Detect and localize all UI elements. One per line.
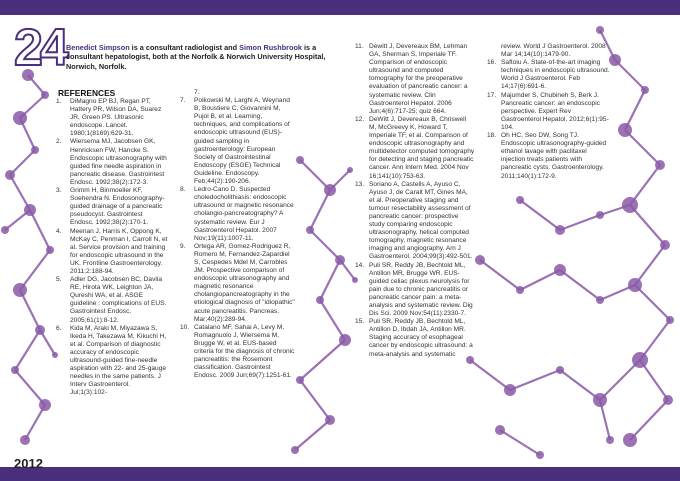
reference-number: 14. <box>355 261 365 269</box>
reference-continuation: review. World J Gastroenterol. 2008 Mar 14;14(10):1479-90. <box>501 43 606 59</box>
reference-item <box>56 276 168 325</box>
reference-text: Dewitt J, Devereaux BM, Lehman GA, Sherman S, Imperiale TF. Comparison of endoscopic ultrasound and computed tomography for the preoperative evaluation of pancreatic cancer: a systematic review. Clin Gastroenterol Hepatol. 2006 Jun;4(6):717-25; quiz 664. <box>369 43 468 115</box>
reference-text: Puli SR, Reddy JB, Bechtold ML, Antillon MR, Brugge WR. EUS-guided celiac plexus neurolysis for pain due to chronic pancreatitis or pancreatic cancer pain: a meta-analysis and systematic review. Dig Dis Sci. 2009 Nov;54(11):2330-7. <box>369 261 473 318</box>
reference-text: Polkowski M, Larghi A, Weynand B, Boustiere C, Giovannini M, Pujol B, et al. Learning, techniques, and complications of endoscopic ultrasound (EUS)-guided sampling in gastroenterology: European Society of Gastrointestinal Endoscopy (ESGE) Technical Guideline. Endoscopy. Feb;44(2):190-206. <box>194 97 290 186</box>
reference-number: 8. <box>180 186 186 194</box>
reference-number: 1. <box>56 98 62 105</box>
reference-item <box>355 43 475 116</box>
reference-item <box>180 186 295 243</box>
reference-continuation: 7. <box>194 89 200 96</box>
author-name-1: Benedict Simpson <box>66 43 130 52</box>
references-column-2 <box>180 89 295 380</box>
references-column-3 <box>355 43 475 359</box>
page-number: 24 <box>14 19 66 77</box>
reference-item <box>355 181 475 262</box>
reference-number: 18. <box>487 132 497 140</box>
reference-text: Oh HC, Seo DW, Song TJ. Endoscopic ultrasonography-guided ethanol lavage with paclitaxel injection treats patients with pancreatic cysts. Gastroenterology. 2011;140(1):172-9. <box>501 132 607 180</box>
reference-text: Kida M, Araki M, Miyazawa S, Ikeda H, Takezawa M, Kikuchi H, et al. Comparison of diagnostic accuracy of endoscopic ultrasound-guided fine-needle aspiration with 22- and 25-gauge needles in the same patients. J Interv Gastroenterol. Jul;1(3):102- <box>70 324 167 397</box>
reference-text: Wiersema MJ, Jacobsen GK, Henricksen FW, Hancke S. Endoscopic ultrasonography with guided fine needle aspiration in pancreatic disease. Gastrointest Endosc. 1992;38(2):172-3. <box>70 138 167 186</box>
reference-text: Grimm H, Binmoeller KF, Soehendra N. Endosonography-guided drainage of a pancreatic pseudocyst. Gastrointest Endosc. 1992;38(2):170-1. <box>70 187 165 227</box>
reference-number: 16. <box>487 59 497 67</box>
reference-item <box>180 324 295 381</box>
reference-number: 6. <box>56 324 62 332</box>
reference-text: Ledro-Cano D. Suspected choledocholithiasis: endoscopic ultrasound or magnetic resonance cholangio-pancreatography? A systematic review. Eur J Gastroenterol Hepatol. 2007 Nov;19(11):1007-11. <box>194 186 294 242</box>
reference-item <box>180 243 295 324</box>
reference-item <box>56 98 168 138</box>
reference-text: Majumder S, Chubineh S, Berk J. Pancreatic cancer: an endoscopic perspective. Expert Rev Gastroenterol Hepatol. 2012;6(1):95-104. <box>501 91 609 131</box>
author-name-2: Simon Rushbrook <box>239 43 302 52</box>
reference-number: 5. <box>56 276 62 284</box>
reference-text: Soriano A, Castells A, Ayuso C, Ayuso J, de Caralt MT, Gines MA, et al. Preoperative staging and tumour resectability assessment of pancreatic cancer: prospective study comparing endoscopic ultrasonography, helical computed tomography, magnetic resonance imaging and angiography. Am J Gastroenterol. 2004;99(3):492-501. <box>369 180 473 261</box>
reference-item <box>355 262 475 319</box>
reference-number: 4. <box>56 227 62 235</box>
intro-text-1: is a consultant radiologist and <box>129 43 240 52</box>
reference-number: 10. <box>180 323 190 331</box>
reference-number: 11. <box>355 43 364 50</box>
reference-text: Puli SR, Reddy JB, Bechtold ML, Antillon D, Ibdah JA, Antillon MR. Staging accuracy of esophageal cancer by endoscopic ultrasound: a meta-analysis and systematic <box>369 318 473 358</box>
reference-number: 3. <box>56 187 62 195</box>
reference-number: 7. <box>180 97 186 105</box>
intro-text-2: is a consultant hepatologist, both at the Norfolk & Norwich University Hospital, Norwich, Norfolk. <box>66 43 326 71</box>
reference-number: 2. <box>56 138 62 146</box>
reference-number: 15. <box>355 318 365 326</box>
reference-text: Saftoiu A. State-of-the-art imaging techniques in endoscopic ultrasound. World J Gastroenterol. Feb 14;17(6):691-6. <box>501 59 610 91</box>
reference-text: DeWitt J, Devereaux B, Chriswell M, McGreevy K, Howard T, Imperiale TF, et al. Comparison of endoscopic ultrasonography and multidetector computed tomography for detecting and staging pancreatic cancer. Ann Intern Med. 2004 Nov 16;141(10):753-63. <box>369 115 475 180</box>
reference-number: 9. <box>180 242 186 250</box>
author-intro <box>66 43 336 71</box>
reference-item <box>56 325 168 398</box>
references-column-1 <box>56 98 168 397</box>
reference-item <box>180 97 295 186</box>
reference-text: Meenan J, Harris K, Oppong K, McKay C, Penman I, Carroll N, et al. Service provision and training for endoscopic ultrasound in the UK. Frontline Gastroenterology. 2011;2:188-94. <box>70 227 168 275</box>
reference-number: 12. <box>355 115 365 123</box>
references-heading: REFERENCES <box>58 88 116 98</box>
reference-item <box>355 318 475 358</box>
reference-text: Ortega AR, Gomez-Rodriguez R, Romero M, Fernandez-Zapardiel S, Cespedes Mdel M, Carrobles JM. Prospective comparison of endoscopic ultrasonography and magnetic resonance cholangiopancreatography in the etiological diagnosis of "idiopathic" acute pancreatitis. Pancreas. Mar;40(2):289-94. <box>194 242 295 323</box>
reference-number: 17. <box>487 91 497 99</box>
references-column-4 <box>487 43 612 181</box>
reference-item <box>487 132 612 181</box>
reference-text: DiMagno EP BJ, Regan PT, Hattery PR, Wilson DA, Suarez JR, Green PS. Ultrasonic endoscope. Lancet. 1980;1(8169):629-31. <box>70 98 162 138</box>
reference-item <box>56 228 168 277</box>
year-label: 2012 <box>14 456 43 471</box>
reference-text: Catalano MF, Sahai A, Levy M, Romagnuolo J, Wiersema M, Brugge W, et al. EUS-based criteria for the diagnosis of chronic pancreatitis: the Rosemont classification. Gastrointest Endosc. 2009 Jun;69(7):1251-61. <box>194 323 295 380</box>
reference-item <box>56 138 168 187</box>
reference-item <box>355 116 475 181</box>
reference-item <box>487 92 612 132</box>
reference-number: 13. <box>355 180 365 188</box>
reference-text: Adler DG, Jacobsen BC, Davila RE, Hirota WK, Leighton JA, Qureshi WA, et al. ASGE guideline : complications of EUS. Gastrointest Endosc. 2005;61(1):8-12. <box>70 276 167 324</box>
reference-item <box>56 187 168 227</box>
reference-item <box>487 59 612 91</box>
